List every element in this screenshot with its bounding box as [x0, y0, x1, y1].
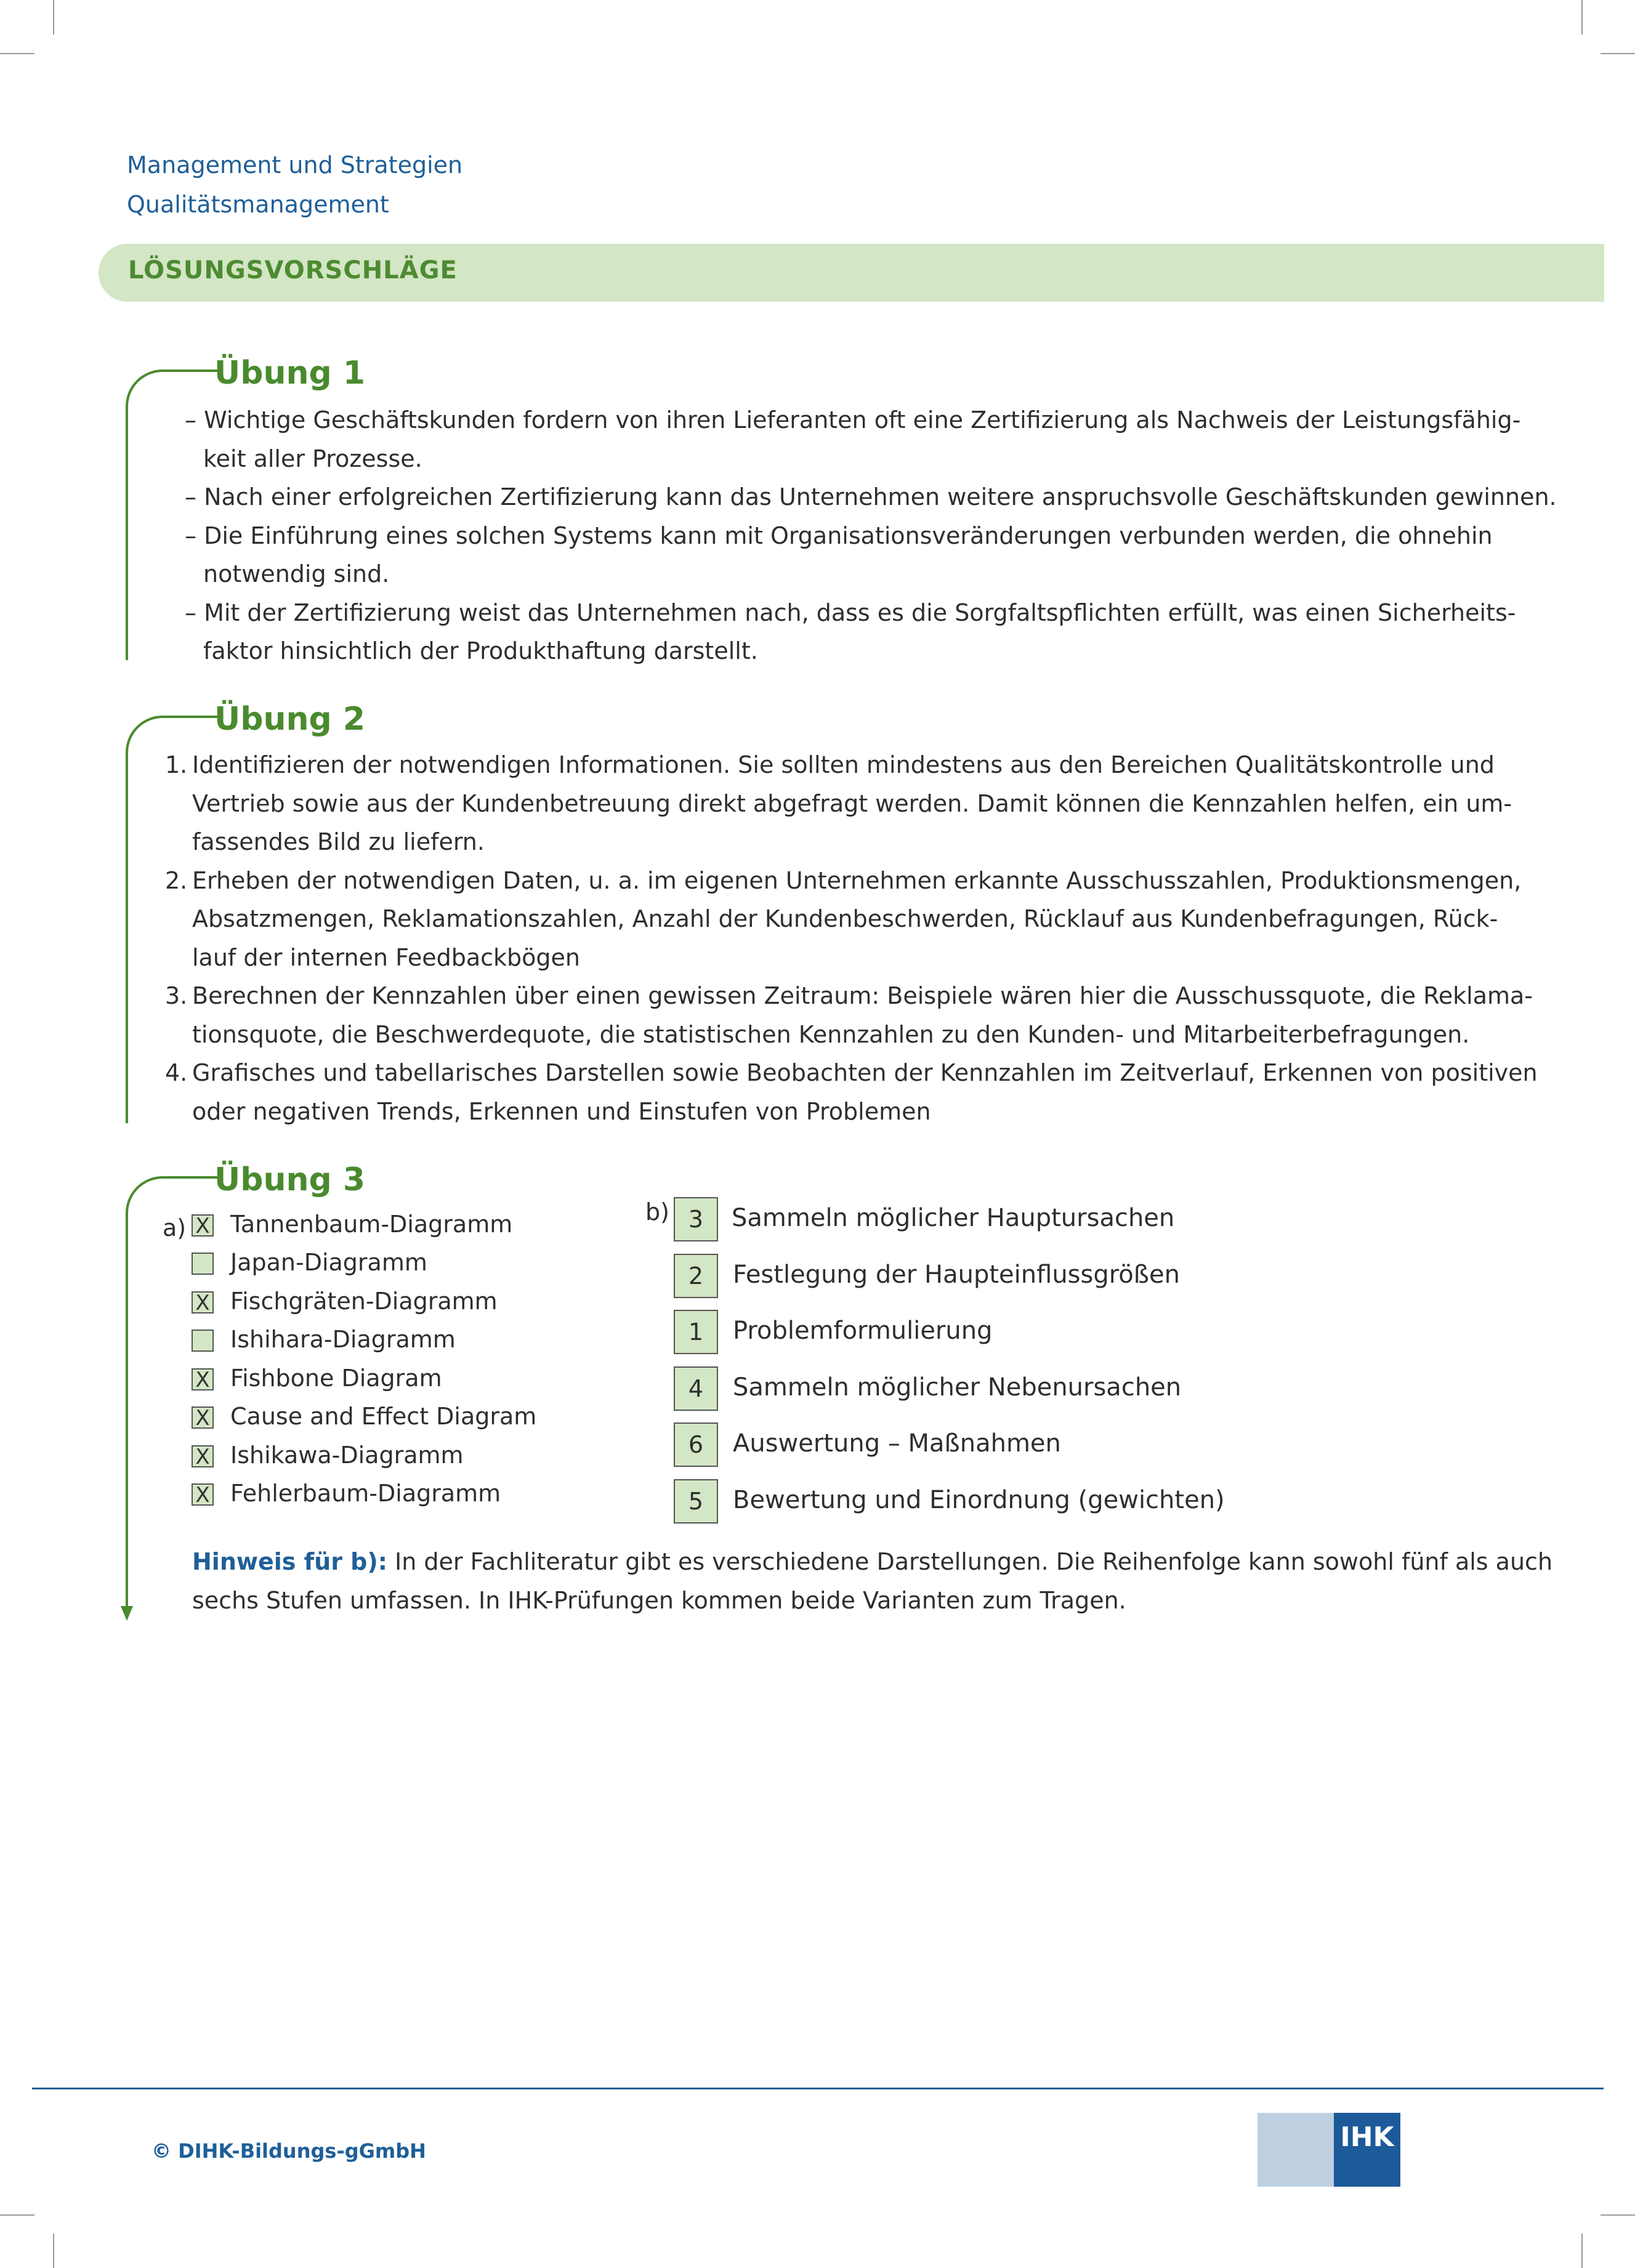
arrow-down-icon	[121, 1606, 133, 1621]
list-number: 1.	[165, 751, 188, 778]
checkbox-label: Ishikawa-Diagramm	[230, 1442, 464, 1469]
list-item-continuation: lauf der internen Feedbackbögen	[192, 943, 581, 971]
step-label: Bewertung und Einordnung (gewichten)	[733, 1486, 1225, 1514]
crop-mark	[1601, 2214, 1635, 2216]
section-banner	[99, 244, 1604, 302]
checkbox-label: Fishbone Diagram	[230, 1365, 442, 1392]
checkbox-label: Fehlerbaum-Diagramm	[230, 1480, 501, 1507]
step-label: Sammeln möglicher Hauptursachen	[732, 1204, 1175, 1232]
checkbox-label: Fischgräten-Diagramm	[230, 1288, 498, 1315]
section-banner-title: LÖSUNGSVORSCHLÄGE	[128, 256, 458, 285]
list-item: – Wichtige Geschäftskunden fordern von ihren Lieferanten oft eine Zertifizierung als Nachweis der Leistungsfähig-	[185, 406, 1521, 434]
list-item-continuation: notwendig sind.	[203, 560, 390, 587]
list-item-continuation: oder negativen Trends, Erkennen und Einstufen von Problemen	[192, 1097, 931, 1125]
footer-divider	[32, 2088, 1604, 2089]
breadcrumb-topic: Qualitätsmanagement	[127, 191, 389, 218]
step-number-box[interactable]: 2	[674, 1254, 718, 1298]
list-item: Berechnen der Kennzahlen über einen gewissen Zeitraum: Beispiele wären hier die Ausschussquote, die Reklama-	[192, 982, 1533, 1009]
crop-mark	[53, 0, 54, 34]
crop-mark	[0, 2214, 34, 2216]
crop-mark	[0, 53, 34, 54]
checkbox-tannenbaum[interactable]: X	[192, 1214, 214, 1237]
breadcrumb-section: Management und Strategien	[127, 151, 463, 179]
list-item-continuation: keit aller Prozesse.	[203, 445, 422, 472]
breadcrumb	[127, 145, 462, 224]
list-item-continuation: Absatzmengen, Reklamationszahlen, Anzahl der Kundenbeschwerden, Rücklauf aus Kundenbefragungen, Rück-	[192, 905, 1498, 932]
checkbox-label: Tannenbaum-Diagramm	[230, 1211, 513, 1238]
hint-label: Hinweis für b):	[192, 1548, 387, 1575]
list-item: – Nach einer erfolgreichen Zertifizierung kann das Unternehmen weitere anspruchsvolle Geschäftskunden gewinnen.	[185, 483, 1557, 511]
step-label: Festlegung der Haupteinflussgrößen	[733, 1261, 1180, 1289]
checkbox-cause-effect[interactable]: X	[192, 1406, 214, 1429]
step-number-box[interactable]: 3	[674, 1197, 718, 1241]
crop-mark	[1581, 2234, 1583, 2268]
list-item-continuation: tionsquote, die Beschwerdequote, die statistischen Kennzahlen zu den Kunden- und Mitarbeiterbefragungen.	[192, 1020, 1470, 1048]
hint-line: Hinweis für b): In der Fachliteratur gibt es verschiedene Darstellungen. Die Reihenfolge kann sowohl fünf als auch	[192, 1548, 1553, 1575]
checkbox-fehlerbaum[interactable]: X	[192, 1483, 214, 1506]
list-item: Grafisches und tabellarisches Darstellen sowie Beobachten der Kennzahlen im Zeitverlauf, Erkennen von positiven	[192, 1059, 1538, 1086]
crop-mark	[1581, 0, 1583, 34]
exercise-1-title: Übung 1	[214, 355, 365, 392]
ihk-logo-text: IHK	[1340, 2121, 1394, 2153]
list-number: 2.	[165, 866, 188, 894]
step-number-box[interactable]: 4	[674, 1366, 718, 1411]
checkbox-fishbone[interactable]: X	[192, 1368, 214, 1390]
crop-mark	[1601, 53, 1635, 54]
checkbox-label: Japan-Diagramm	[230, 1249, 427, 1276]
step-number-box[interactable]: 6	[674, 1423, 718, 1467]
checkbox-fischgraeten[interactable]: X	[192, 1291, 214, 1314]
copyright: © DIHK-Bildungs-gGmbH	[151, 2139, 426, 2163]
hint-line: sechs Stufen umfassen. In IHK-Prüfungen kommen beide Varianten zum Tragen.	[192, 1586, 1126, 1614]
step-label: Sammeln möglicher Nebenursachen	[733, 1373, 1182, 1402]
checkbox-label: Ishihara-Diagramm	[230, 1326, 456, 1353]
list-item: – Mit der Zertifizierung weist das Unternehmen nach, dass es die Sorgfaltspflichten erfüllt, was einen Sicherheits-	[185, 599, 1516, 626]
step-number-box[interactable]: 5	[674, 1479, 718, 1523]
checkbox-label: Cause and Effect Diagram	[230, 1403, 537, 1430]
checkbox-japan[interactable]	[192, 1253, 214, 1275]
ihk-logo	[1258, 2113, 1400, 2187]
list-item-continuation: fassendes Bild zu liefern.	[192, 828, 485, 855]
list-item: Identifizieren der notwendigen Informationen. Sie sollten mindestens aus den Bereichen Qualitätskontrolle und	[192, 751, 1495, 778]
part-b-label: b)	[645, 1198, 669, 1225]
hint-paragraph	[192, 1543, 1552, 1620]
list-item-continuation: Vertrieb sowie aus der Kundenbetreuung direkt abgefragt werden. Damit können die Kennzahlen helfen, ein um-	[192, 789, 1512, 817]
list-number: 4.	[165, 1059, 188, 1086]
list-item-continuation: faktor hinsichtlich der Produkthaftung darstellt.	[203, 637, 758, 664]
list-item: Erheben der notwendigen Daten, u. a. im eigenen Unternehmen erkannte Ausschusszahlen, Produktionsmengen,	[192, 866, 1522, 894]
crop-mark	[53, 2234, 54, 2268]
exercise-3-title: Übung 3	[214, 1161, 365, 1198]
checkbox-ishikawa[interactable]: X	[192, 1445, 214, 1467]
step-number-box[interactable]: 1	[674, 1310, 718, 1354]
step-label: Problemformulierung	[733, 1317, 993, 1345]
part-a-label: a)	[163, 1214, 187, 1241]
checkbox-ishihara[interactable]	[192, 1330, 214, 1352]
list-number: 3.	[165, 982, 188, 1009]
exercise-2-title: Übung 2	[214, 701, 365, 738]
list-item: – Die Einführung eines solchen Systems kann mit Organisationsveränderungen verbunden werden, die ohnehin	[185, 522, 1493, 549]
step-label: Auswertung – Maßnahmen	[733, 1429, 1061, 1458]
